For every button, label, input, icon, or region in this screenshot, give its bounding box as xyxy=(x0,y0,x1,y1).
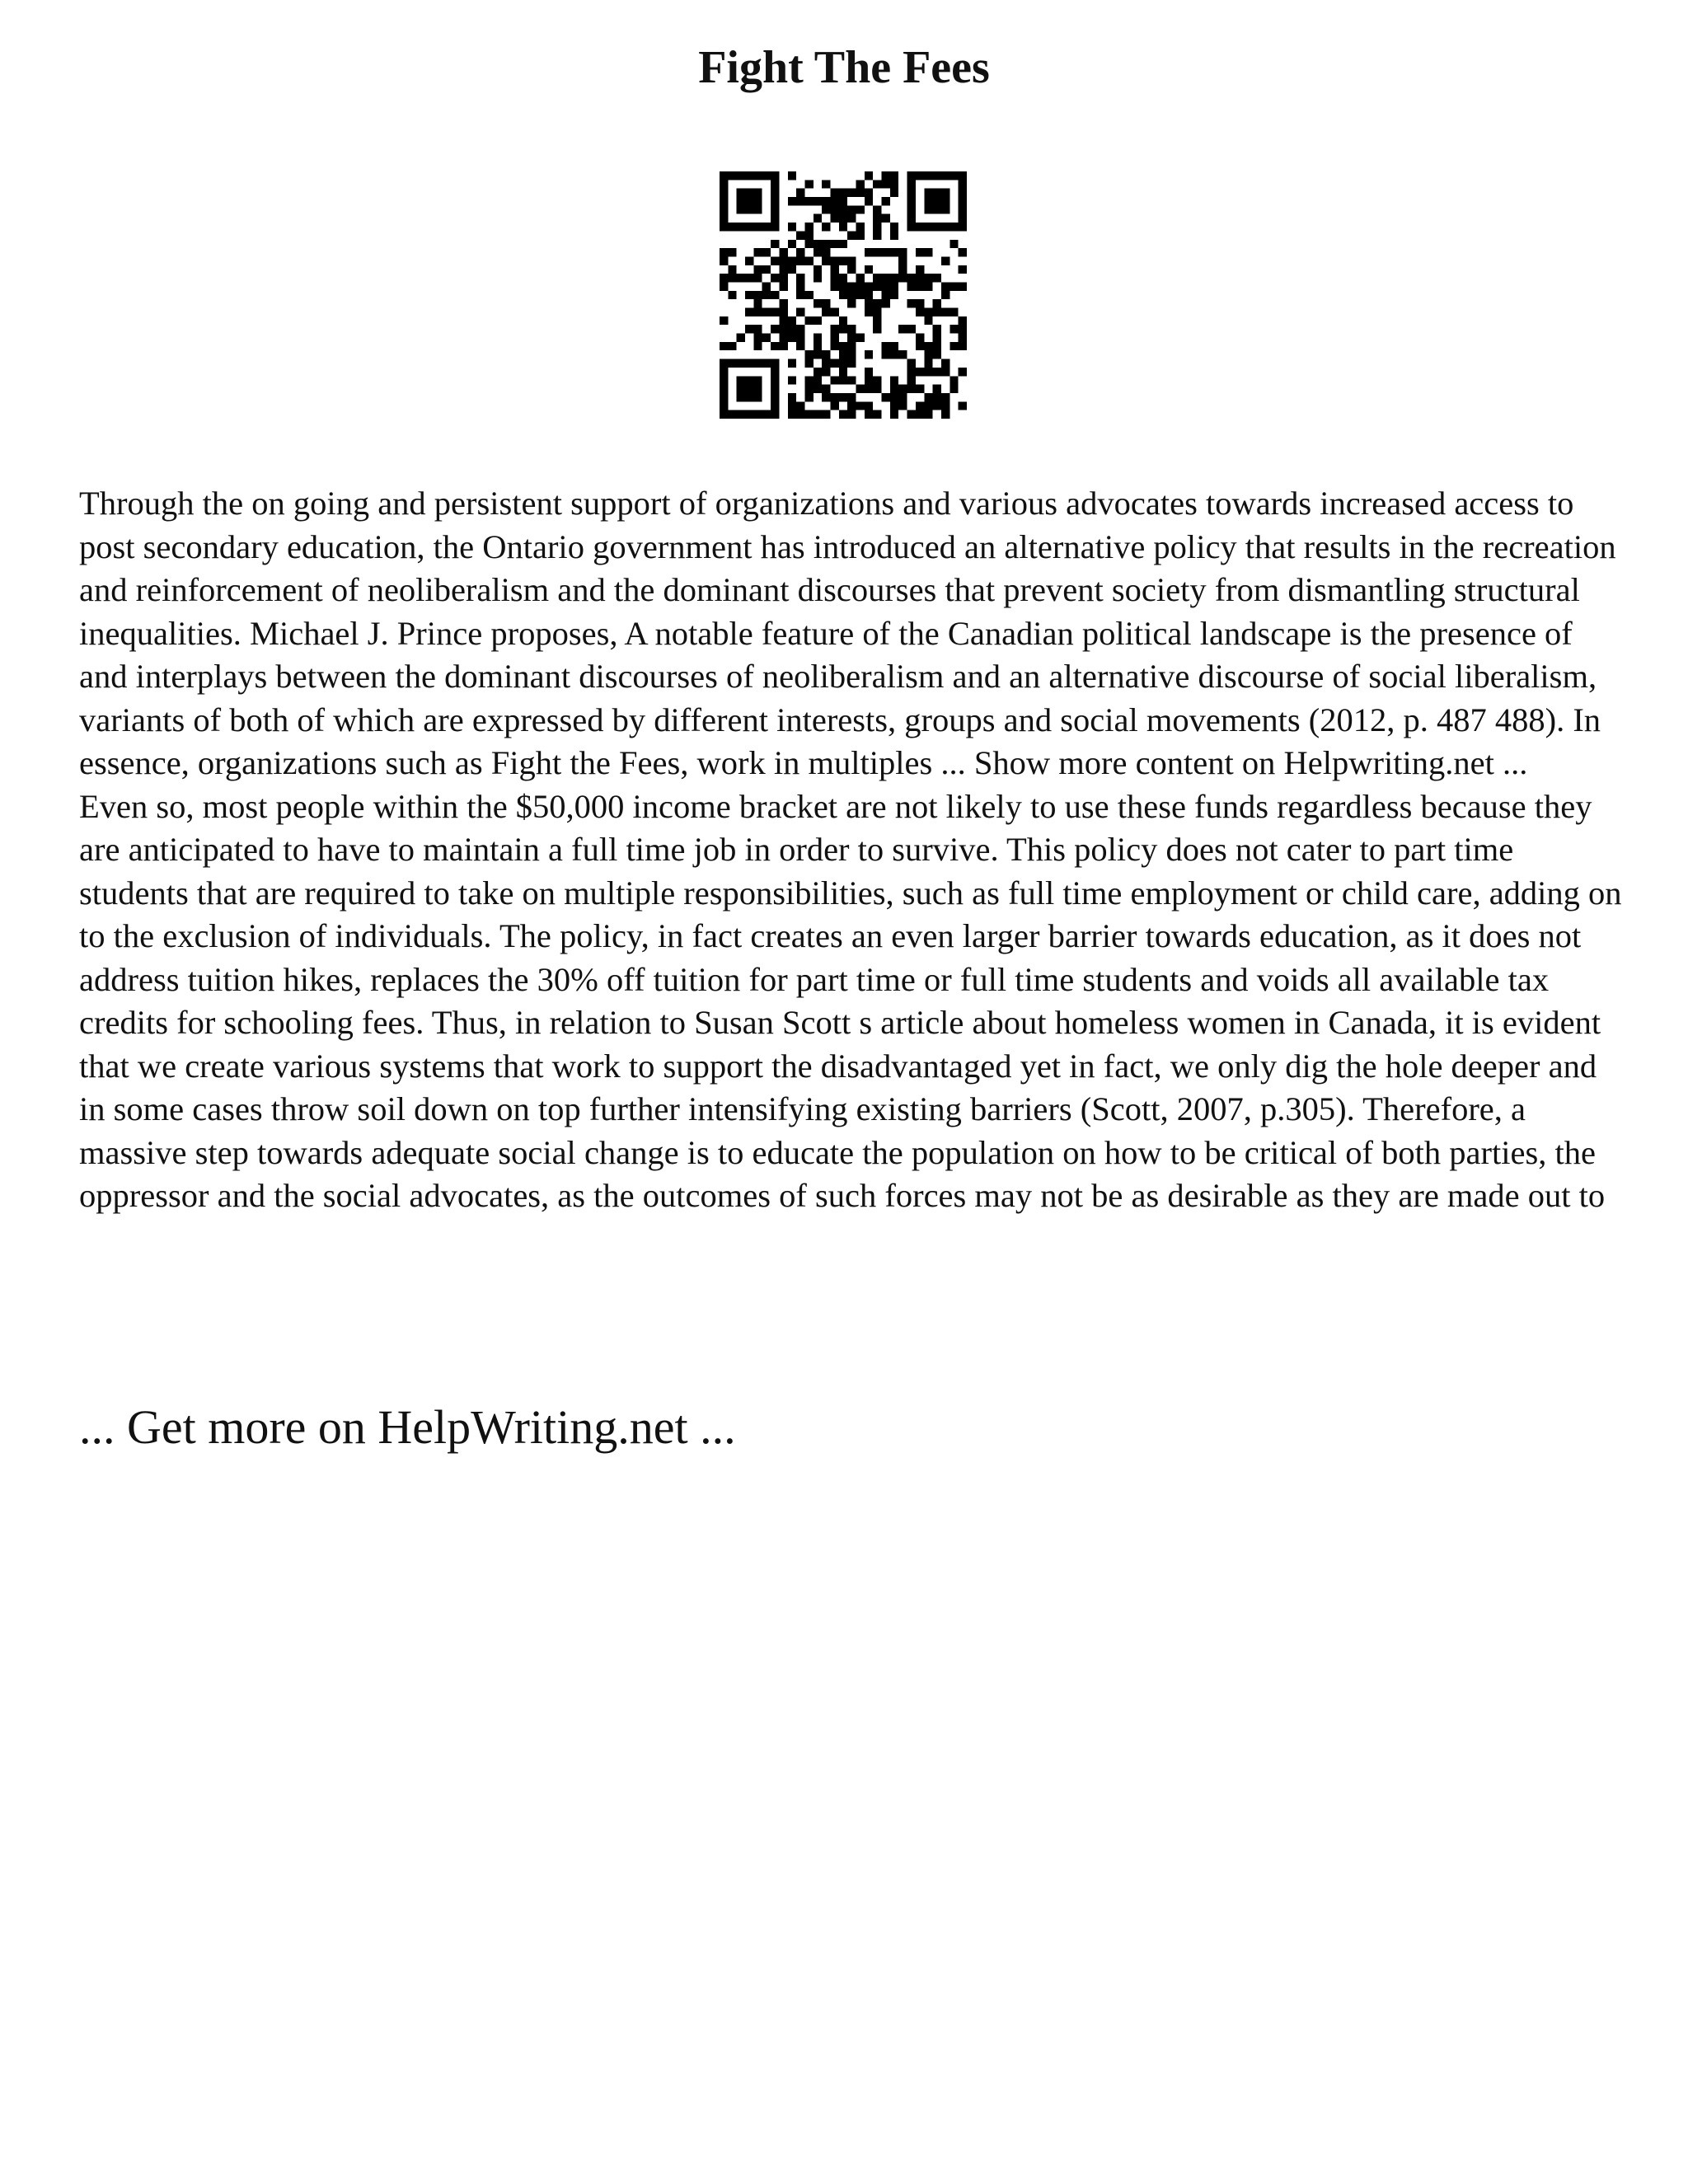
document-title: Fight The Fees xyxy=(698,42,990,93)
body-paragraph: Through the on going and persistent support of organizations and various advocates towards increased access to post secondary education, the Ontario government has introduced an alternative policy that results in the recreation and reinforcement of neoliberalism and the dominant discourses that prevent society from dismantling structural inequalities. Michael J. Prince proposes, A notable feature of the Canadian political landscape is the presence of and interplays between the dominant discourses of neoliberalism and an alternative discourse of social liberalism, variants of both of which are expressed by different interests, groups and social movements (2012, p. 487 488). In essence, organizations such as Fight the Fees, work in multiples ... Show more content on Helpwriting.net ... xyxy=(79,485,1616,781)
body-paragraph: Even so, most people within the $50,000 income bracket are not likely to use these funds regardless because they are anticipated to have to maintain a full time job in order to survive. This policy does not cater to part time students that are required to take on multiple responsibilities, such as full time employment or child care, adding on to the exclusion of individuals. The policy, in fact creates an even larger barrier towards education, as it does not address tuition hikes, replaces the 30% off tuition for part time or full time students and voids all available tax credits for schooling fees. Thus, in relation to Susan Scott s article about homeless women in Canada, it is evident that we create various systems that work to support the disadvantaged yet in fact, we only dig the hole deeper and in some cases throw soil down on top further intensifying existing barriers (Scott, 2007, p.305). Therefore, a massive step towards adequate social change is to educate the population on how to be critical of both parties, the oppressor and the social advocates, as the outcomes of such forces may not be as desirable as they are made out to xyxy=(79,787,1622,1214)
qr-code-icon xyxy=(720,171,967,419)
get-more-link[interactable]: ... Get more on HelpWriting.net ... xyxy=(79,1400,736,1454)
document-body xyxy=(79,482,1629,1218)
